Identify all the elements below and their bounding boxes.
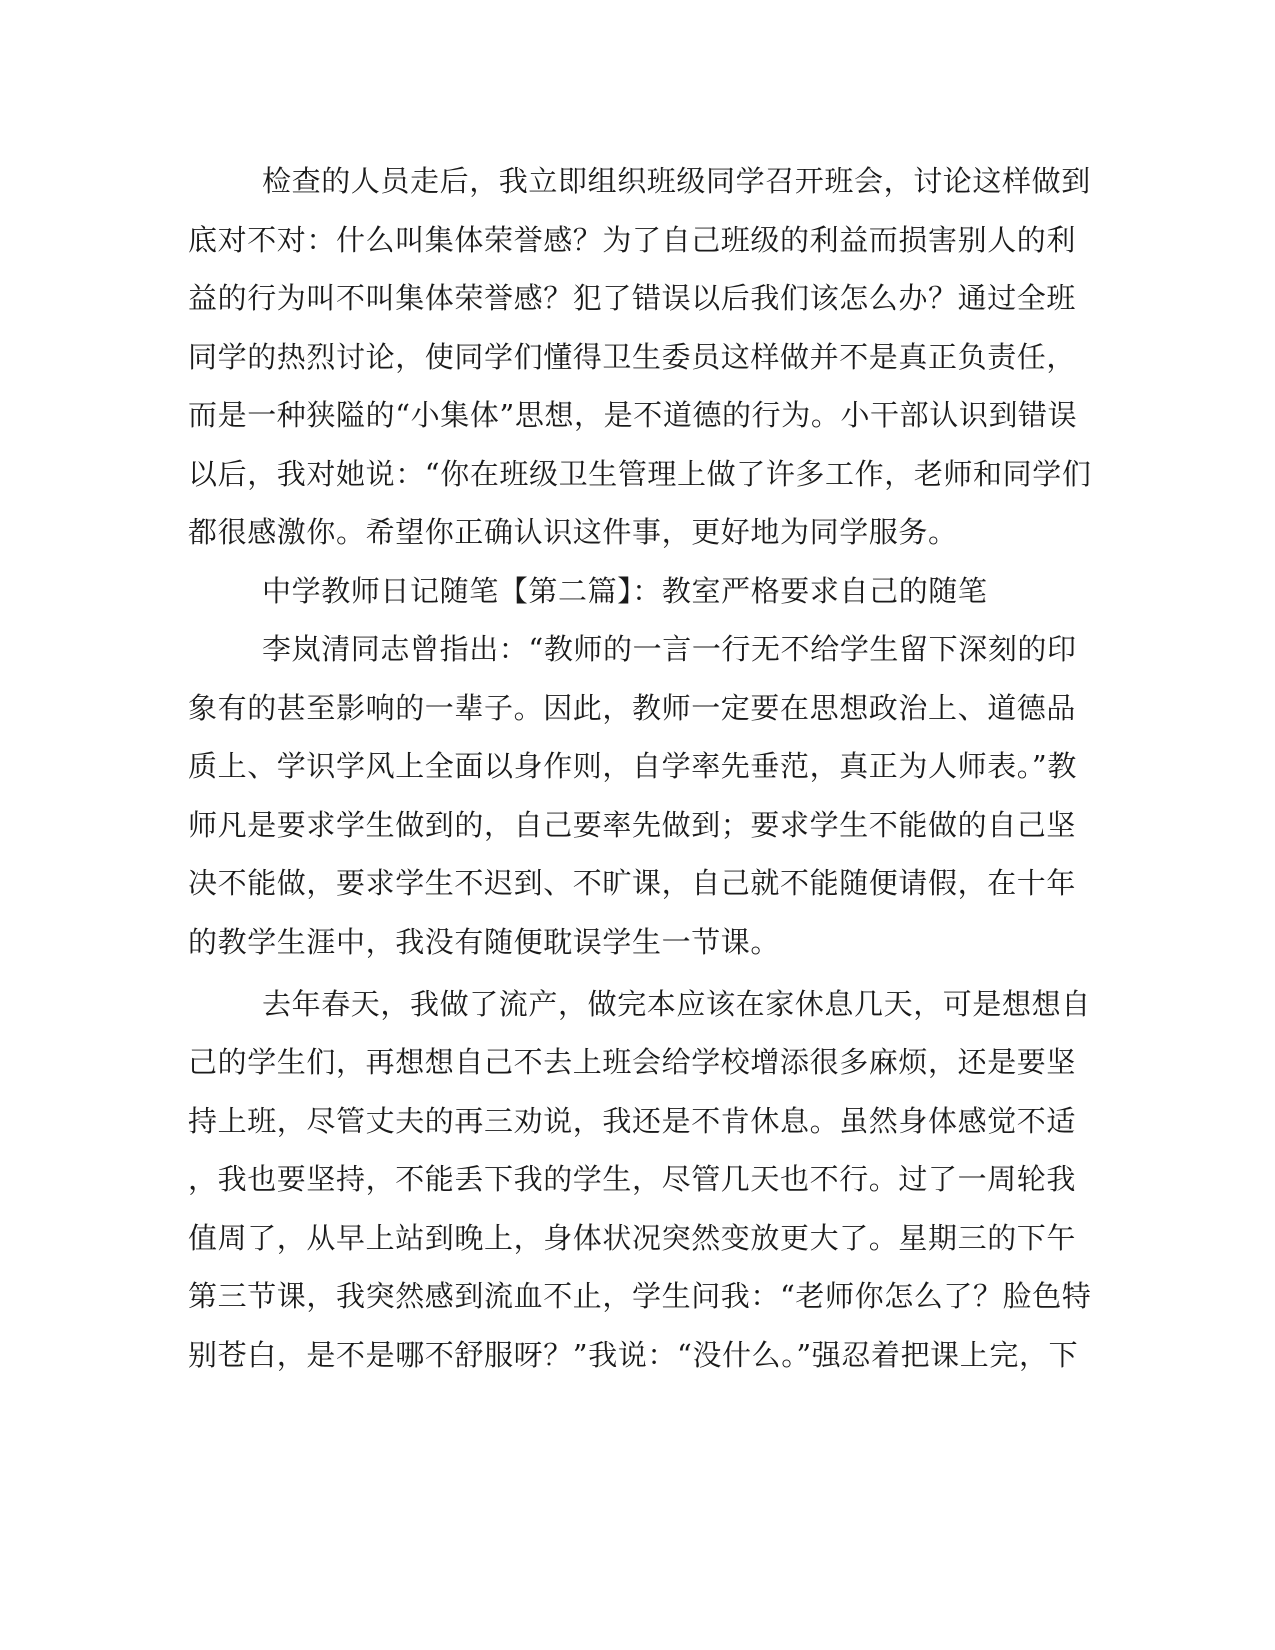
paragraph-1-line-6: 以后，我对她说：“你在班级卫生管理上做了许多工作，老师和同学们: [188, 457, 1092, 491]
paragraph-3-line-3: 持上班，尽管丈夫的再三劝说，我还是不肯休息。虽然身体感觉不适: [188, 1104, 1077, 1138]
paragraph-1-line-2: 底对不对：什么叫集体荣誉感？为了自己班级的利益而损害别人的利: [188, 223, 1077, 257]
paragraph-3-line-5: 值周了，从早上站到晚上，身体状况突然变放更大了。星期三的下午: [188, 1221, 1077, 1255]
paragraph-3-line-6: 第三节课，我突然感到流血不止，学生问我：“老师你怎么了？脸色特: [188, 1279, 1092, 1313]
paragraph-2-line-1: 李岚清同志曾指出：“教师的一言一行无不给学生留下深刻的印: [262, 632, 1077, 666]
paragraph-1-line-4: 同学的热烈讨论，使同学们懂得卫生委员这样做并不是真正负责任，: [188, 340, 1077, 374]
paragraph-3-line-1: 去年春天，我做了流产，做完本应该在家休息几天，可是想想自: [262, 987, 1091, 1021]
paragraph-2-line-3: 质上、学识学风上全面以身作则，自学率先垂范，真正为人师表。”教: [188, 749, 1077, 783]
paragraph-1-line-1: 检查的人员走后，我立即组织班级同学召开班会，讨论这样做到: [262, 164, 1091, 198]
paragraph-2-line-6: 的教学生涯中，我没有随便耽误学生一节课。: [188, 925, 781, 959]
paragraph-1-line-7: 都很感激你。希望你正确认识这件事，更好地为同学服务。: [188, 515, 958, 549]
paragraph-1-line-3: 益的行为叫不叫集体荣誉感？犯了错误以后我们该怎么办？通过全班: [188, 281, 1077, 315]
paragraph-3-line-4: ，我也要坚持，不能丢下我的学生，尽管几天也不行。过了一周轮我: [188, 1162, 1077, 1196]
paragraph-2-line-2: 象有的甚至影响的一辈子。因此，教师一定要在思想政治上、道德品: [188, 691, 1077, 725]
paragraph-2-line-5: 决不能做，要求学生不迟到、不旷课，自己就不能随便请假，在十年: [188, 866, 1077, 900]
section-heading: 中学教师日记随笔【第二篇】：教室严格要求自己的随笔: [262, 574, 988, 608]
paragraph-1-line-5: 而是一种狭隘的“小集体”思想，是不道德的行为。小干部认识到错误: [188, 398, 1078, 432]
paragraph-3-line-7: 别苍白，是不是哪不舒服呀？”我说：“没什么。”强忍着把课上完，下: [188, 1338, 1079, 1372]
paragraph-3-line-2: 己的学生们，再想想自己不去上班会给学校增添很多麻烦，还是要坚: [188, 1045, 1077, 1079]
paragraph-2-line-4: 师凡是要求学生做到的，自己要率先做到；要求学生不能做的自己坚: [188, 808, 1077, 842]
